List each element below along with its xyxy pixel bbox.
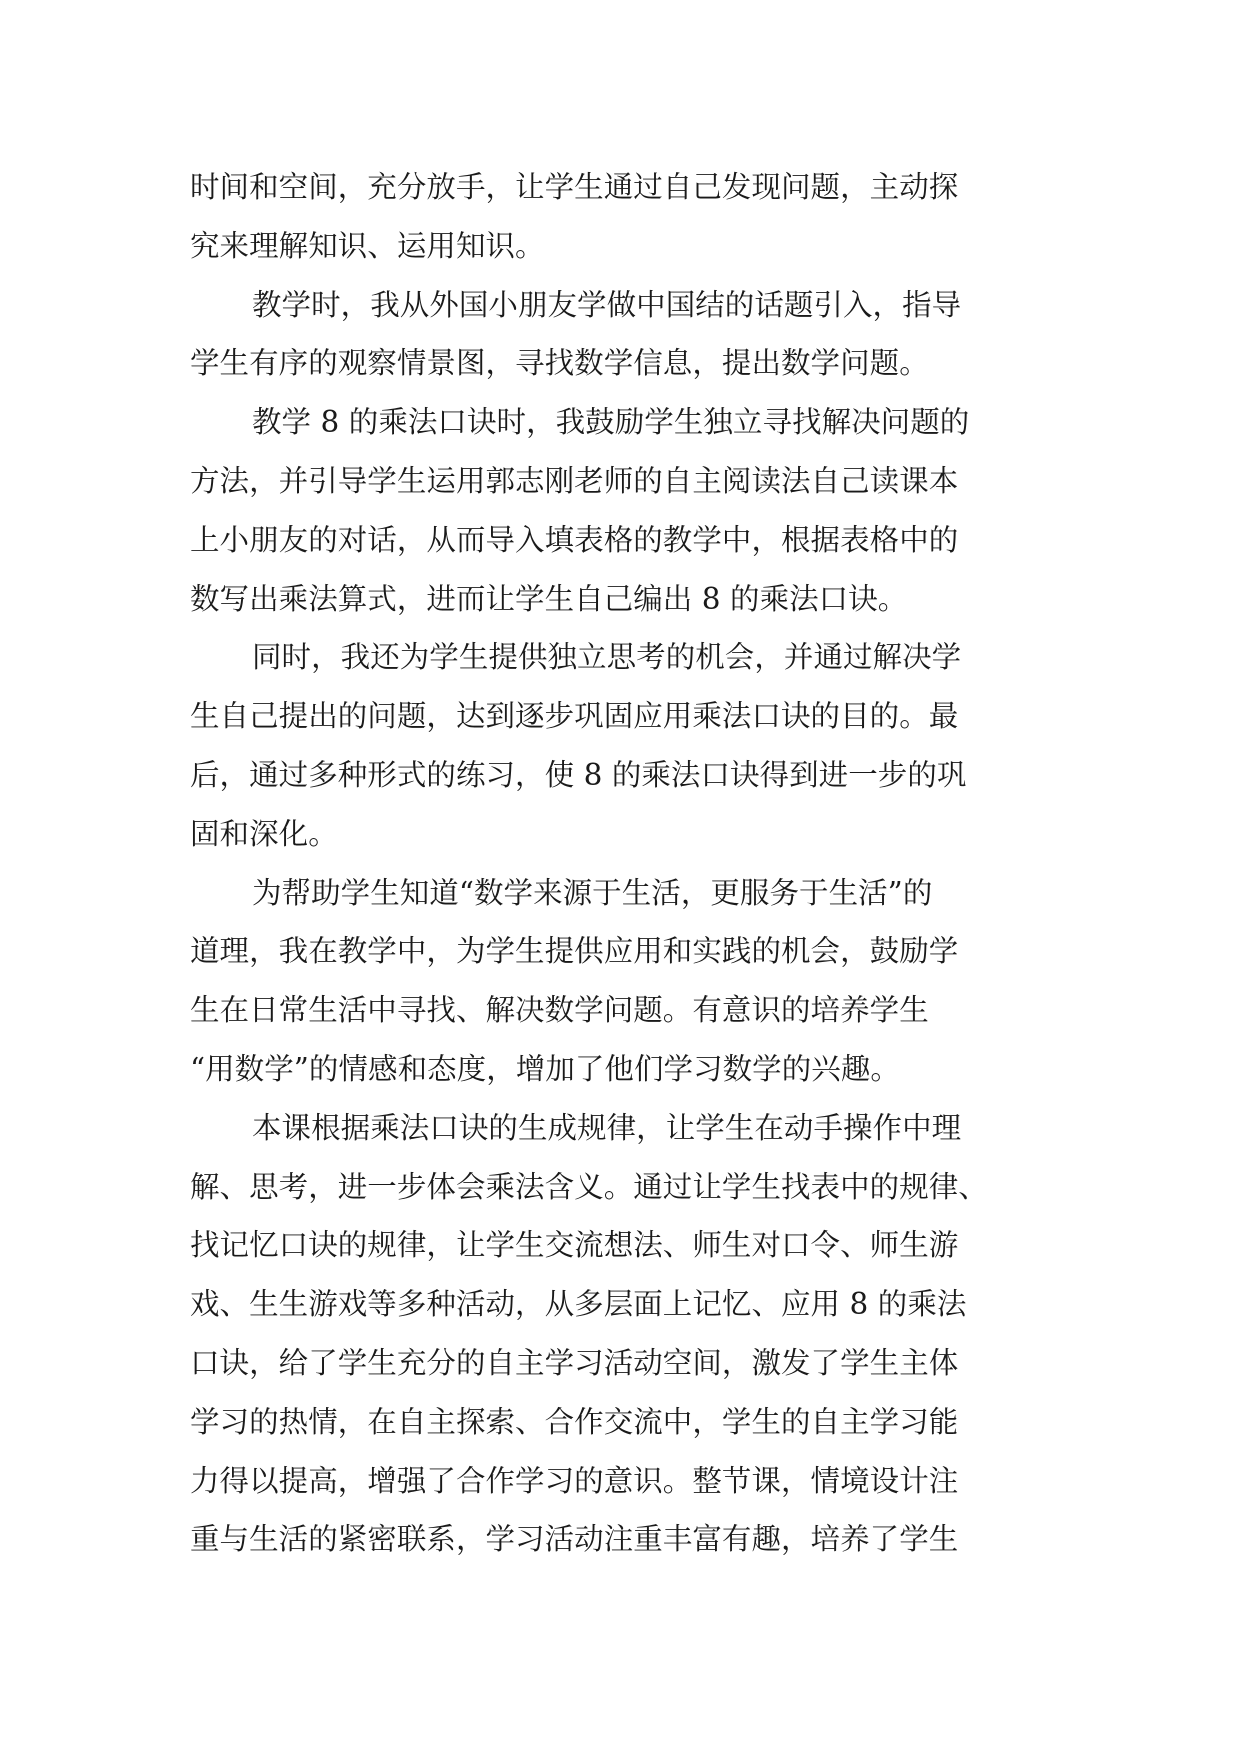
paragraph-2 [190,276,1055,394]
text-line: 后，通过多种形式的练习，使 8 的乘法口诀得到进一步的巩 [190,757,967,792]
paragraph-1 [190,158,1055,276]
text-line: 时间和空间，充分放手，让学生通过自己发现问题，主动探 [190,170,959,204]
text-line: 生自己提出的问题，达到逐步巩固应用乘法口诀的目的。最 [190,699,959,734]
text-line: 道理，我在教学中，为学生提供应用和实践的机会，鼓励学 [190,934,959,969]
document-page [190,158,1055,1569]
text-line: 数写出乘法算式，进而让学生自己编出 8 的乘法口诀。 [190,581,908,616]
text-line: 究来理解知识、运用知识。 [190,228,545,263]
paragraph-3 [190,393,1055,628]
paragraph-4 [190,628,1055,863]
text-line: 口诀，给了学生充分的自主学习活动空间，激发了学生主体 [190,1345,959,1380]
text-line: 教学时，我从外国小朋友学做中国结的话题引入，指导 [252,287,962,322]
text-line: 学习的热情，在自主探索、合作交流中，学生的自主学习能 [190,1404,959,1439]
text-line: 上小朋友的对话，从而导入填表格的教学中，根据表格中的 [190,522,959,557]
text-line: 戏、生生游戏等多种活动，从多层面上记忆、应用 8 的乘法 [190,1287,967,1322]
text-line: 固和深化。 [190,816,338,851]
text-line: 重与生活的紧密联系，学习活动注重丰富有趣，培养了学生 [190,1522,959,1557]
text-line: “用数学”的情感和态度，增加了他们学习数学的兴趣。 [190,1051,900,1086]
paragraph-5 [190,864,1055,1099]
text-line: 学生有序的观察情景图，寻找数学信息，提出数学问题。 [190,346,929,381]
text-line: 为帮助学生知道“数学来源于生活，更服务于生活”的 [252,875,933,910]
text-line: 方法，并引导学生运用郭志刚老师的自主阅读法自己读课本 [190,463,959,498]
paragraph-6 [190,1099,1055,1569]
text-line: 本课根据乘法口诀的生成规律，让学生在动手操作中理 [252,1110,962,1145]
text-line: 力得以提高，增强了合作学习的意识。整节课，情境设计注 [190,1463,959,1498]
text-line: 生在日常生活中寻找、解决数学问题。有意识的培养学生 [190,993,929,1028]
text-line: 解、思考，进一步体会乘法含义。通过让学生找表中的规律、 [190,1169,988,1204]
text-line: 同时，我还为学生提供独立思考的机会，并通过解决学 [252,640,962,675]
text-line: 找记忆口诀的规律，让学生交流想法、师生对口令、师生游 [190,1228,959,1263]
text-line: 教学 8 的乘法口诀时，我鼓励学生独立寻找解决问题的 [252,405,970,440]
